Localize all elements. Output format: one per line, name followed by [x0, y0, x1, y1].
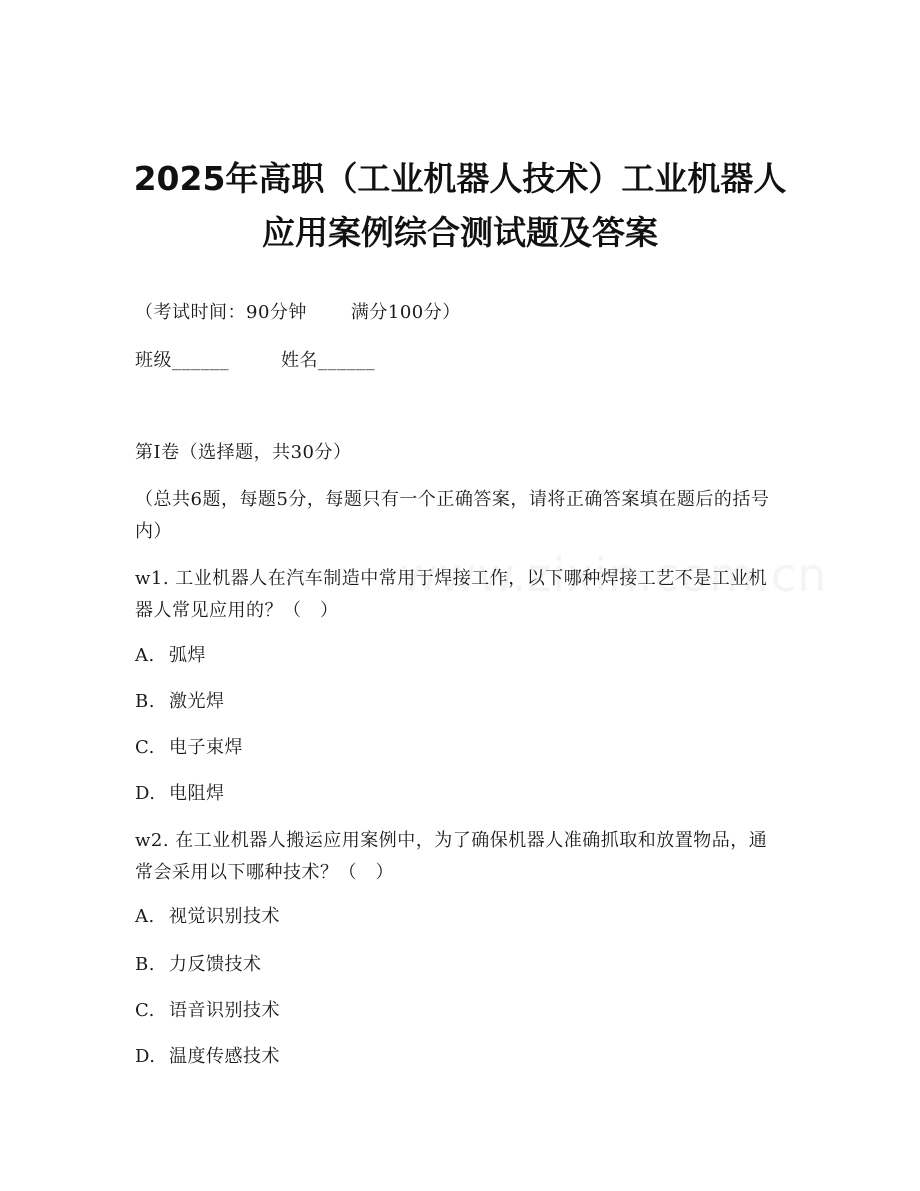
option-text: 力反馈技术: [169, 954, 262, 975]
option-letter: C.: [135, 737, 155, 758]
question-1-option-c: [135, 732, 775, 764]
exam-score: 满分100分）: [350, 302, 461, 323]
option-letter: A.: [135, 645, 155, 666]
document-title: [60, 152, 860, 260]
option-text: 温度传感技术: [169, 1046, 280, 1067]
question-2-option-c: [135, 995, 775, 1027]
option-text: 电子束焊: [169, 737, 243, 758]
option-letter: B.: [135, 691, 155, 712]
option-text: 语音识别技术: [169, 1000, 280, 1021]
section-instructions: （总共6题，每题5分，每题只有一个正确答案，请将正确答案填在题后的括号内）: [135, 489, 770, 542]
question-1-option-b: [135, 686, 775, 718]
student-info: [135, 345, 775, 377]
option-text: 激光焊: [169, 691, 225, 712]
class-field: 班级______: [135, 350, 229, 371]
name-field: 姓名______: [281, 350, 375, 371]
question-2-option-a: [135, 901, 775, 933]
option-letter: C.: [135, 1000, 155, 1021]
question-1-option-d: [135, 778, 775, 810]
option-letter: D.: [135, 1046, 156, 1067]
question-2-stem: w2. 在工业机器人搬运应用案例中，为了确保机器人准确抓取和放置物品，通常会采用以下哪种技术？（ ）: [135, 830, 768, 883]
option-text: 视觉识别技术: [169, 906, 280, 927]
question-1-option-a: [135, 640, 775, 672]
question-1-stem: w1. 工业机器人在汽车制造中常用于焊接工作，以下哪种焊接工艺不是工业机器人常见应用的？（ ）: [135, 568, 768, 621]
title-line-1: 2025年高职（工业机器人技术）工业机器人: [133, 159, 787, 198]
option-letter: B.: [135, 954, 155, 975]
option-text: 弧焊: [169, 645, 206, 666]
title-line-2: 应用案例综合测试题及答案: [262, 213, 658, 252]
exam-time: （考试时间：90分钟: [135, 302, 307, 323]
exam-info: [135, 297, 775, 329]
option-text: 电阻焊: [169, 783, 225, 804]
question-2-option-d: [135, 1041, 775, 1073]
question-2-option-b: [135, 949, 775, 981]
option-letter: D.: [135, 783, 156, 804]
option-letter: A.: [135, 906, 155, 927]
section-heading: 第I卷（选择题，共30分）: [135, 442, 352, 463]
